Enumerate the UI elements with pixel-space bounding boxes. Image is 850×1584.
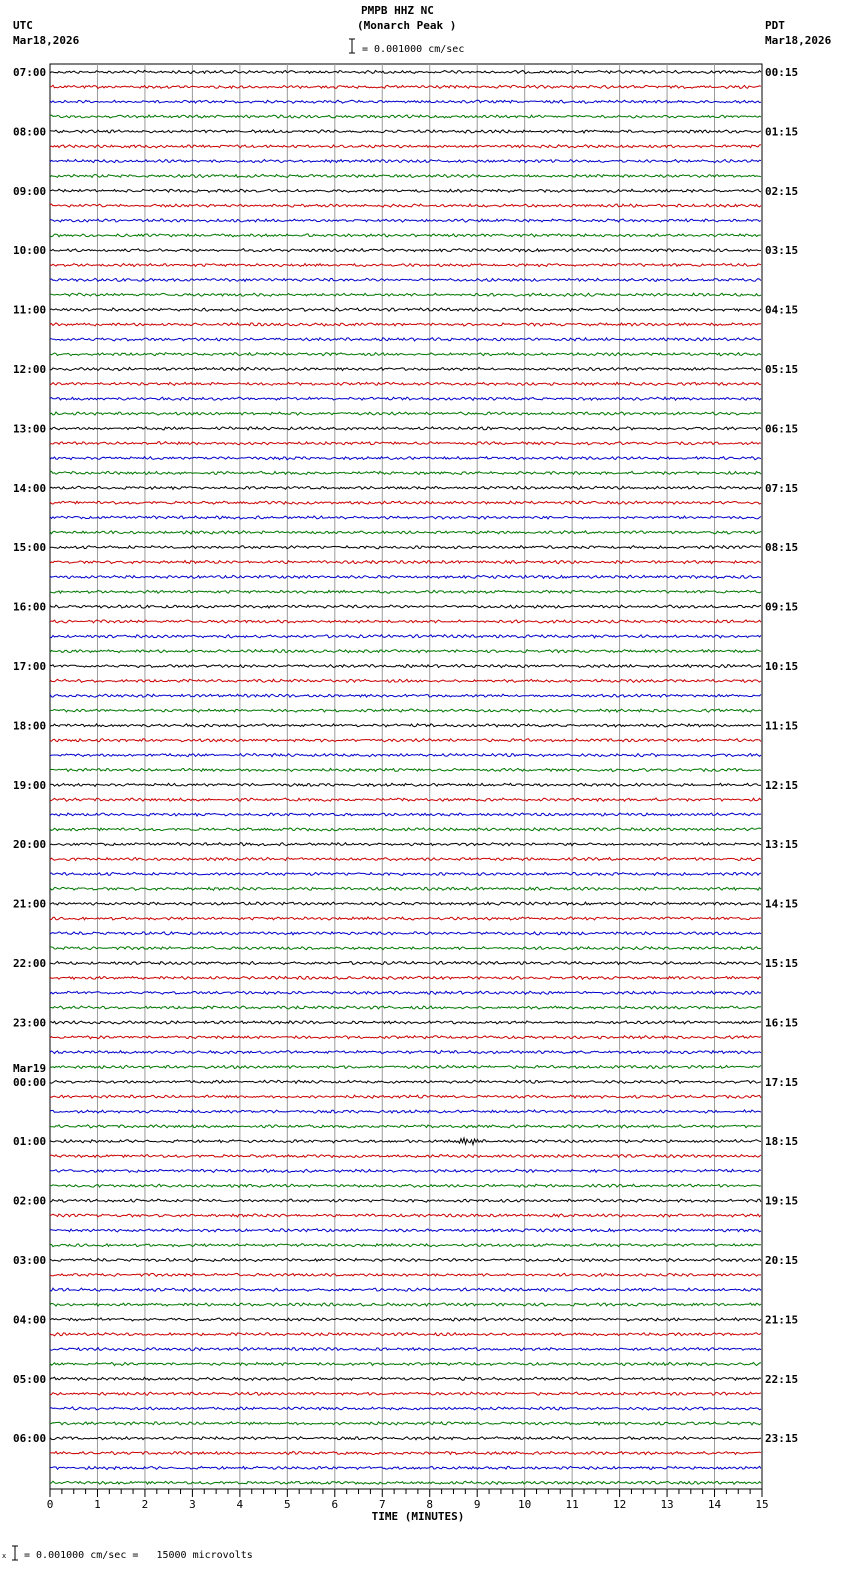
seismic-trace <box>50 204 761 207</box>
seismic-trace <box>50 353 761 356</box>
seismic-trace <box>50 1095 761 1098</box>
seismic-trace <box>50 382 761 385</box>
trace-group <box>50 70 761 1484</box>
right-hour-label: 11:15 <box>765 719 799 733</box>
seismic-trace <box>50 679 761 682</box>
seismic-trace <box>50 308 761 311</box>
seismic-trace <box>50 1244 761 1247</box>
date-change-label: Mar19 <box>13 1061 47 1075</box>
left-hour-label: 00:00 <box>13 1075 47 1089</box>
seismic-trace <box>50 1138 761 1145</box>
seismic-trace <box>50 427 761 430</box>
seismic-trace <box>50 976 761 979</box>
seismic-trace <box>50 1021 761 1024</box>
right-hour-label: 02:15 <box>765 184 799 198</box>
seismic-trace <box>50 961 761 964</box>
seismic-trace <box>50 486 761 489</box>
right-hour-label: 18:15 <box>765 1135 799 1149</box>
x-tick-label: 13 <box>660 1498 674 1511</box>
seismic-trace <box>50 174 761 177</box>
seismic-trace <box>50 323 761 326</box>
right-hour-label: 05:15 <box>765 363 799 376</box>
seismic-trace <box>50 917 761 920</box>
x-tick-label: 4 <box>236 1498 244 1511</box>
seismic-trace <box>50 100 761 103</box>
left-hour-label: 17:00 <box>13 660 47 673</box>
right-hour-label: 17:15 <box>765 1075 799 1089</box>
seismic-trace <box>50 1169 761 1172</box>
seismic-trace <box>50 1481 761 1484</box>
right-hour-label: 23:15 <box>765 1432 799 1446</box>
seismic-trace <box>50 739 761 742</box>
seismic-trace <box>50 293 761 296</box>
right-hour-label: 04:15 <box>765 303 799 317</box>
seismic-trace <box>50 1065 761 1068</box>
footer-scale-note: = 0.001000 cm/sec = 15000 microvolts <box>24 1550 253 1561</box>
seismic-trace <box>50 1303 761 1306</box>
right-hour-label: 01:15 <box>765 125 799 139</box>
seismic-trace <box>50 665 761 668</box>
seismic-trace <box>50 1377 761 1380</box>
x-tick-label: 5 <box>284 1498 291 1511</box>
seismic-trace <box>50 1184 761 1187</box>
seismic-trace <box>50 516 761 519</box>
seismic-trace <box>50 605 761 608</box>
seismic-trace <box>50 249 761 252</box>
seismic-trace <box>50 1006 761 1009</box>
seismic-trace <box>50 1155 761 1158</box>
left-hour-label: 04:00 <box>13 1313 47 1327</box>
seismic-trace <box>50 754 761 757</box>
seismic-trace <box>50 575 761 578</box>
left-hour-label: 15:00 <box>13 541 47 555</box>
left-hour-label: 18:00 <box>13 719 47 733</box>
x-tick-label: 15 <box>755 1498 769 1511</box>
seismic-trace <box>50 650 761 653</box>
seismic-trace <box>50 561 761 564</box>
seismic-trace <box>50 635 761 638</box>
seismic-trace <box>50 1259 761 1262</box>
seismic-trace <box>50 620 761 623</box>
right-hour-label: 19:15 <box>765 1194 799 1208</box>
seismic-trace <box>50 843 761 846</box>
right-hour-label: 06:15 <box>765 422 799 436</box>
x-tick-label: 8 <box>426 1498 434 1511</box>
seismic-trace <box>50 1466 761 1469</box>
left-date: Mar18,2026 <box>13 34 80 47</box>
x-tick-label: 1 <box>94 1498 101 1511</box>
right-timezone: PDT <box>765 19 785 32</box>
seismic-trace <box>50 1110 761 1113</box>
seismic-trace <box>50 189 761 192</box>
x-tick-label: 3 <box>189 1498 196 1511</box>
seismic-trace <box>50 70 761 73</box>
right-hour-label: 10:15 <box>765 660 799 673</box>
seismic-trace <box>50 1437 761 1440</box>
seismic-trace <box>50 501 761 504</box>
right-hour-label: 21:15 <box>765 1313 799 1327</box>
seismic-trace <box>50 1214 761 1217</box>
left-hour-label: 14:00 <box>13 481 47 495</box>
right-hour-label: 00:15 <box>765 66 799 79</box>
x-tick-label: 0 <box>46 1498 54 1511</box>
left-hour-label: 02:00 <box>13 1194 47 1208</box>
x-tick-label: 12 <box>612 1498 627 1511</box>
seismic-trace <box>50 115 761 118</box>
seismic-trace <box>50 367 761 370</box>
footer-scale-bar-icon <box>2 1546 18 1560</box>
right-hour-label: 07:15 <box>765 481 799 495</box>
seismic-trace <box>50 1273 761 1276</box>
right-hour-label: 09:15 <box>765 600 799 614</box>
right-hour-label: 15:15 <box>765 957 799 970</box>
left-hour-label: 19:00 <box>13 778 47 792</box>
seismic-trace <box>50 85 761 88</box>
right-hour-label: 14:15 <box>765 897 799 911</box>
seismic-trace <box>50 471 761 474</box>
seismic-trace <box>50 887 761 890</box>
seismic-trace <box>50 412 761 415</box>
seismic-trace <box>50 1392 761 1395</box>
left-hour-label: 22:00 <box>13 957 47 970</box>
left-hour-label: 08:00 <box>13 125 47 139</box>
seismic-trace <box>50 1407 761 1410</box>
seismic-trace <box>50 694 761 697</box>
x-tick-label: 9 <box>473 1498 481 1511</box>
left-hour-label: 06:00 <box>13 1432 47 1446</box>
left-hour-label: 05:00 <box>13 1372 47 1386</box>
seismic-trace <box>50 397 761 400</box>
seismic-trace <box>50 828 761 831</box>
left-hour-label: 16:00 <box>13 600 47 614</box>
x-axis-label: TIME (MINUTES) <box>371 1510 465 1523</box>
right-hour-label: 08:15 <box>765 541 799 555</box>
seismic-trace <box>50 1422 761 1425</box>
seismic-trace <box>50 219 761 222</box>
right-hour-label: 16:15 <box>765 1016 799 1030</box>
left-hour-label: 10:00 <box>13 244 47 258</box>
seismic-trace <box>50 234 761 237</box>
x-tick-label: 14 <box>707 1498 722 1511</box>
seismic-trace <box>50 1452 761 1455</box>
left-hour-label: 11:00 <box>13 303 47 317</box>
station-name: (Monarch Peak ) <box>357 19 457 32</box>
seismic-trace <box>50 1288 761 1291</box>
right-hour-label: 13:15 <box>765 838 799 852</box>
left-hour-label: 13:00 <box>13 422 47 436</box>
left-hour-label: 20:00 <box>13 838 47 852</box>
seismic-trace <box>50 1318 761 1321</box>
seismic-trace <box>50 768 761 771</box>
seismic-trace <box>50 145 761 148</box>
seismic-trace <box>50 531 761 534</box>
station-title: PMPB HHZ NC <box>361 4 434 17</box>
seismic-trace <box>50 1125 761 1128</box>
svg-text:x: x <box>2 1552 7 1560</box>
seismic-trace <box>50 947 761 950</box>
seismic-trace <box>50 1199 761 1202</box>
seismic-trace <box>50 813 761 816</box>
seismic-trace <box>50 902 761 905</box>
seismic-trace <box>50 457 761 460</box>
seismic-trace <box>50 590 761 593</box>
x-tick-label: 7 <box>378 1498 386 1511</box>
seismic-trace <box>50 1362 761 1365</box>
seismic-trace <box>50 1051 761 1054</box>
x-tick-label: 10 <box>518 1498 532 1511</box>
seismic-trace <box>50 338 761 341</box>
right-hour-label: 03:15 <box>765 244 799 258</box>
x-tick-label: 6 <box>331 1498 339 1511</box>
seismic-trace <box>50 858 761 861</box>
left-hour-label: 21:00 <box>13 897 47 911</box>
seismic-trace <box>50 872 761 875</box>
seismic-trace <box>50 991 761 994</box>
scale-label: = 0.001000 cm/sec <box>362 44 465 55</box>
left-hour-label: 12:00 <box>13 363 47 376</box>
seismic-trace <box>50 709 761 712</box>
right-date: Mar18,2026 <box>765 34 832 47</box>
seismic-trace <box>50 783 761 786</box>
right-hour-label: 22:15 <box>765 1372 799 1386</box>
seismic-trace <box>50 130 761 133</box>
seismic-trace <box>50 798 761 801</box>
right-hour-label: 12:15 <box>765 778 799 792</box>
seismic-trace <box>50 1348 761 1351</box>
seismic-trace <box>50 278 761 281</box>
seismic-trace <box>50 546 761 549</box>
x-tick-label: 11 <box>565 1498 579 1511</box>
left-hour-label: 01:00 <box>13 1135 47 1149</box>
seismic-trace <box>50 264 761 267</box>
seismic-trace <box>50 724 761 727</box>
left-hour-label: 07:00 <box>13 66 47 79</box>
left-hour-label: 09:00 <box>13 184 47 198</box>
seismic-trace <box>50 1229 761 1232</box>
seismic-trace <box>50 160 761 163</box>
left-timezone: UTC <box>13 19 33 32</box>
seismic-trace <box>50 1036 761 1039</box>
x-tick-label: 2 <box>141 1498 149 1511</box>
seismic-trace <box>50 1080 761 1083</box>
scale-bar-icon <box>349 39 355 53</box>
seismic-trace <box>50 932 761 935</box>
left-hour-label: 03:00 <box>13 1254 47 1267</box>
x-axis <box>47 1489 769 1523</box>
left-hour-label: 23:00 <box>13 1016 47 1030</box>
seismic-trace <box>50 442 761 445</box>
seismic-trace <box>50 1333 761 1336</box>
right-hour-label: 20:15 <box>765 1254 799 1267</box>
